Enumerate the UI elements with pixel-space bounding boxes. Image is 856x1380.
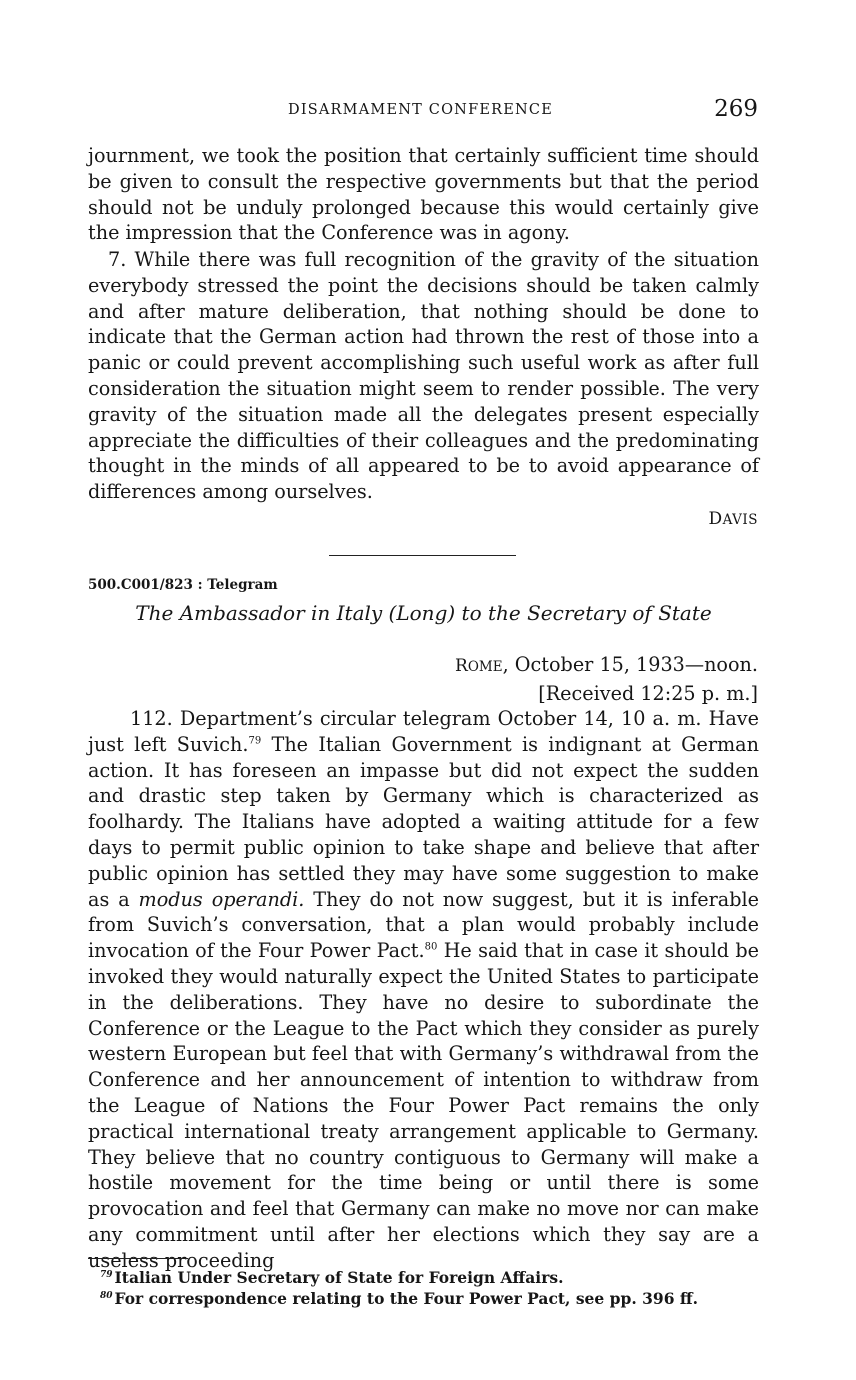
telegram-text-3: They do not now suggest, but it is inferable from Suvich’s conversation, that a plan would probably include invocation of the Four Power Pact. <box>88 887 759 963</box>
section-divider <box>329 555 516 556</box>
place-rest: OME <box>467 659 503 675</box>
signature-davis <box>708 509 758 529</box>
dateline <box>455 652 758 707</box>
file-reference: 500.C001/823 : Telegram <box>88 577 278 593</box>
signature-initial: D <box>708 509 723 529</box>
footnote-text: For correspondence relating to the Four Power Pact, see pp. 396 ff. <box>114 1289 699 1309</box>
footnote-ref-79[interactable]: 79 <box>248 735 262 747</box>
telegram-body <box>88 706 759 1274</box>
footnote-80 <box>100 1287 760 1308</box>
paragraph-continued: journment, we took the position that certainly sufficient time should be given to consult the respective governments but that the period should not be unduly prolonged because this would certainly give the impression that the Conference was in agony. <box>88 144 759 245</box>
telegram-text-4: He said that in case it should be invoked they would naturally expect the United States to participate in the deliberations. They have no desire to subordinate the Conference or the League to the Pact which they consider as purely western European but feel that with Germany’s withdrawal from the Conference and her announcement of intention to withdraw from the League of Nations the Four Power Pact remains the only practical international treaty arrangement applicable to Germany. They believe that no country contiguous to Germany will make a hostile movement for the time being or until there is some provocation and feel that Germany can make no move nor can make any commitment until after her elections which they say are a useless proceeding <box>88 939 759 1272</box>
signature-rest: AVIS <box>722 512 758 528</box>
footnote-text: Italian Under Secretary of State for Foreign Affairs. <box>114 1268 564 1288</box>
page-number: 269 <box>714 96 758 122</box>
date-text: , October 15, 1933—noon. <box>502 653 758 676</box>
received-line: [Received 12:25 p. m.] <box>538 681 758 705</box>
footnote-79 <box>100 1266 760 1287</box>
document-title: The Ambassador in Italy (Long) to the Secretary of State <box>135 601 712 625</box>
running-head-title: DISARMAMENT CONFERENCE <box>288 102 553 118</box>
telegram-text-2: The Italian Government is indignant at German action. It has foreseen an impasse but did not expect the sudden and drastic step taken by Germany which is characterized as foolhardy. The Italians have adopted a waiting attitude for a few days to permit public opinion to take shape and believe that after public opinion has settled they may have some suggestion to make as a <box>88 732 759 911</box>
footnote-divider <box>88 1258 188 1259</box>
footnote-number: 80 <box>100 1291 113 1302</box>
footnotes <box>100 1266 760 1308</box>
telegram-text-1: 112. Department’s circular telegram October 14, 10 a. m. Have just left Suvich. <box>88 707 759 756</box>
italic-phrase: modus operandi. <box>138 887 305 911</box>
footnote-number: 79 <box>100 1270 113 1280</box>
place-initial: R <box>455 656 468 676</box>
paragraph-7: 7. While there was full recognition of the gravity of the situation everybody stressed the point the decisions should be taken calmly and after mature deliberation, that nothing should be done to indicate that the German action had thrown the rest of those into a panic or could prevent accomplishing such useful work as after full consideration the situation might seem to render possible. The very gravity of the situation made all the delegates present especially appreciate the difficulties of their colleagues and the predominating thought in the minds of all appeared to be to avoid appearance of differences among ourselves. <box>88 248 759 504</box>
footnote-ref-80[interactable]: 80 <box>424 941 438 953</box>
running-head <box>288 98 758 126</box>
place-date <box>455 652 758 681</box>
